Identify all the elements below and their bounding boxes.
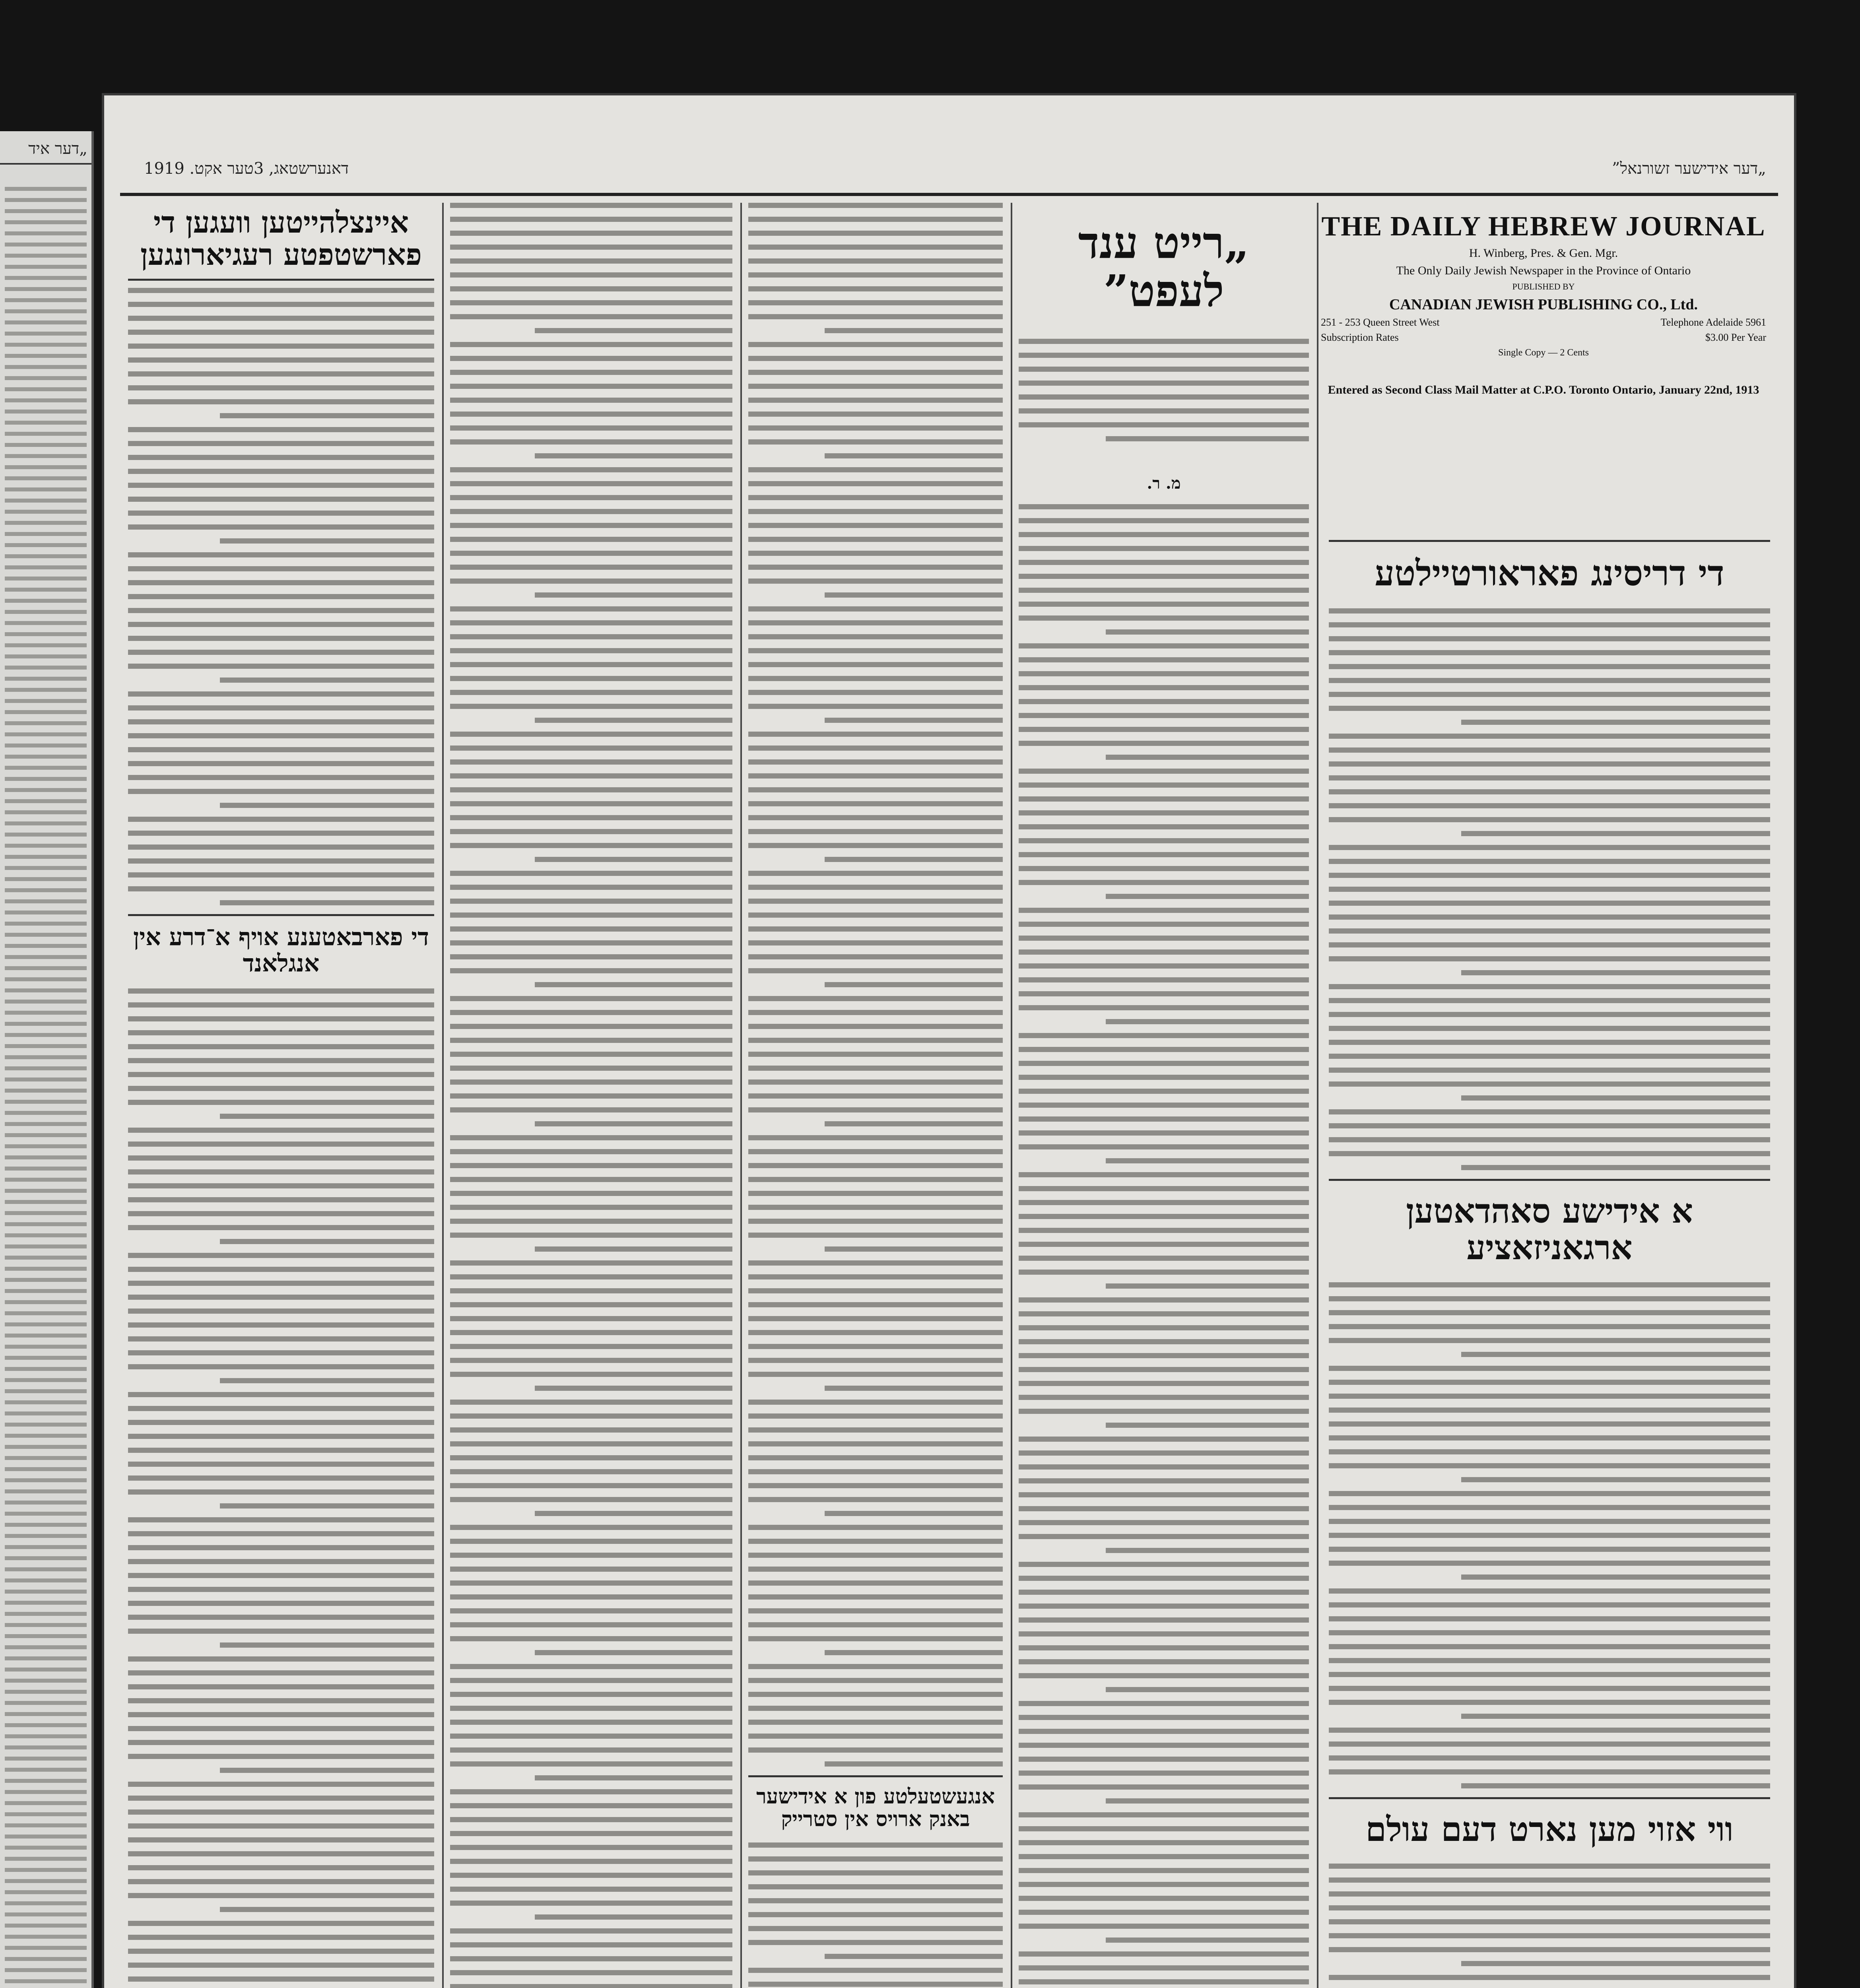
section-rule — [1329, 1797, 1770, 1799]
article-body — [1019, 339, 1309, 466]
masthead-per-year: $3.00 Per Year — [1705, 332, 1766, 343]
article-headline: די פארבאטענע אויף א־דרע אין אנגלאנד — [133, 923, 429, 977]
article-body — [450, 203, 732, 1988]
column-2 — [1019, 203, 1309, 1988]
article-body — [1329, 608, 1770, 1170]
article-body — [128, 988, 434, 1988]
article-headline: אנגעשטעלטע פון א אידישער באנק ארויס אין סטרייק — [756, 1784, 995, 1832]
masthead-single-copy: Single Copy — 2 Cents — [1498, 348, 1589, 358]
masthead-subscription-row — [1321, 332, 1766, 344]
column-4 — [450, 203, 732, 1988]
newspaper-page — [104, 95, 1794, 1988]
article-headline: די דריסינג פאראורטיילטע — [1375, 552, 1724, 594]
column-rule — [1317, 203, 1318, 1988]
column-rule — [442, 203, 444, 1988]
masthead-publisher: CANADIAN JEWISH PUBLISHING CO., Ltd. — [1389, 296, 1698, 313]
section-rule — [128, 279, 434, 281]
article-headline: א אידישע סאהדאטען ארגאניזאציע — [1406, 1191, 1693, 1268]
previous-page-running-head: „דער איד — [28, 140, 87, 158]
article-byline: מ. ר. — [1147, 474, 1181, 493]
section-rule — [748, 1775, 1003, 1777]
column-rule — [1011, 203, 1012, 1988]
masthead — [1321, 211, 1766, 398]
article-headline: איינצלהייטען וועגען די פארשטפטע רעגיארונגען — [140, 206, 422, 272]
column-3 — [748, 203, 1003, 1988]
masthead-tagline: The Only Daily Jewish Newspaper in the Province of Ontario — [1396, 264, 1691, 277]
masthead-managers: H. Winberg, Pres. & Gen. Mgr. — [1469, 247, 1618, 260]
article-headline: ווי אזוי מען נארט דעם עולם — [1365, 1809, 1734, 1849]
running-head — [120, 159, 1778, 183]
article-headline: „רייט ענד לעפט” — [1078, 217, 1250, 316]
article-body — [1329, 1864, 1770, 1988]
column-1 — [1329, 533, 1770, 1988]
running-head-paper-name: „דער אידישער זשורנאל” — [1611, 159, 1766, 178]
previous-page-text — [5, 187, 87, 1988]
section-rule — [1329, 540, 1770, 542]
masthead-telephone: Telephone Adelaide 5961 — [1660, 316, 1766, 328]
column-rule — [740, 203, 742, 1988]
article-body — [128, 288, 434, 905]
column-5 — [128, 203, 434, 1988]
masthead-address: 251 - 253 Queen Street West — [1321, 316, 1440, 328]
masthead-title: THE DAILY HEBREW JOURNAL — [1321, 211, 1766, 242]
running-head-date: דאנערשטאג, 3טער אקט. 1919 — [144, 159, 349, 178]
article-body — [748, 1842, 1003, 1988]
masthead-published-by: PUBLISHED BY — [1512, 282, 1575, 291]
section-rule — [128, 914, 434, 916]
article-body — [1019, 504, 1309, 1988]
section-rule — [1329, 1179, 1770, 1181]
top-rule — [120, 193, 1778, 196]
previous-page-rule — [0, 163, 91, 165]
previous-page-edge — [0, 131, 94, 1988]
masthead-subscription: Subscription Rates — [1321, 332, 1399, 343]
article-body — [1329, 1282, 1770, 1788]
masthead-address-row — [1321, 316, 1766, 328]
article-body — [748, 203, 1003, 1767]
masthead-entered: Entered as Second Class Mail Matter at C.P.O. Toronto Ontario, January 22nd, 1913 — [1328, 383, 1759, 396]
